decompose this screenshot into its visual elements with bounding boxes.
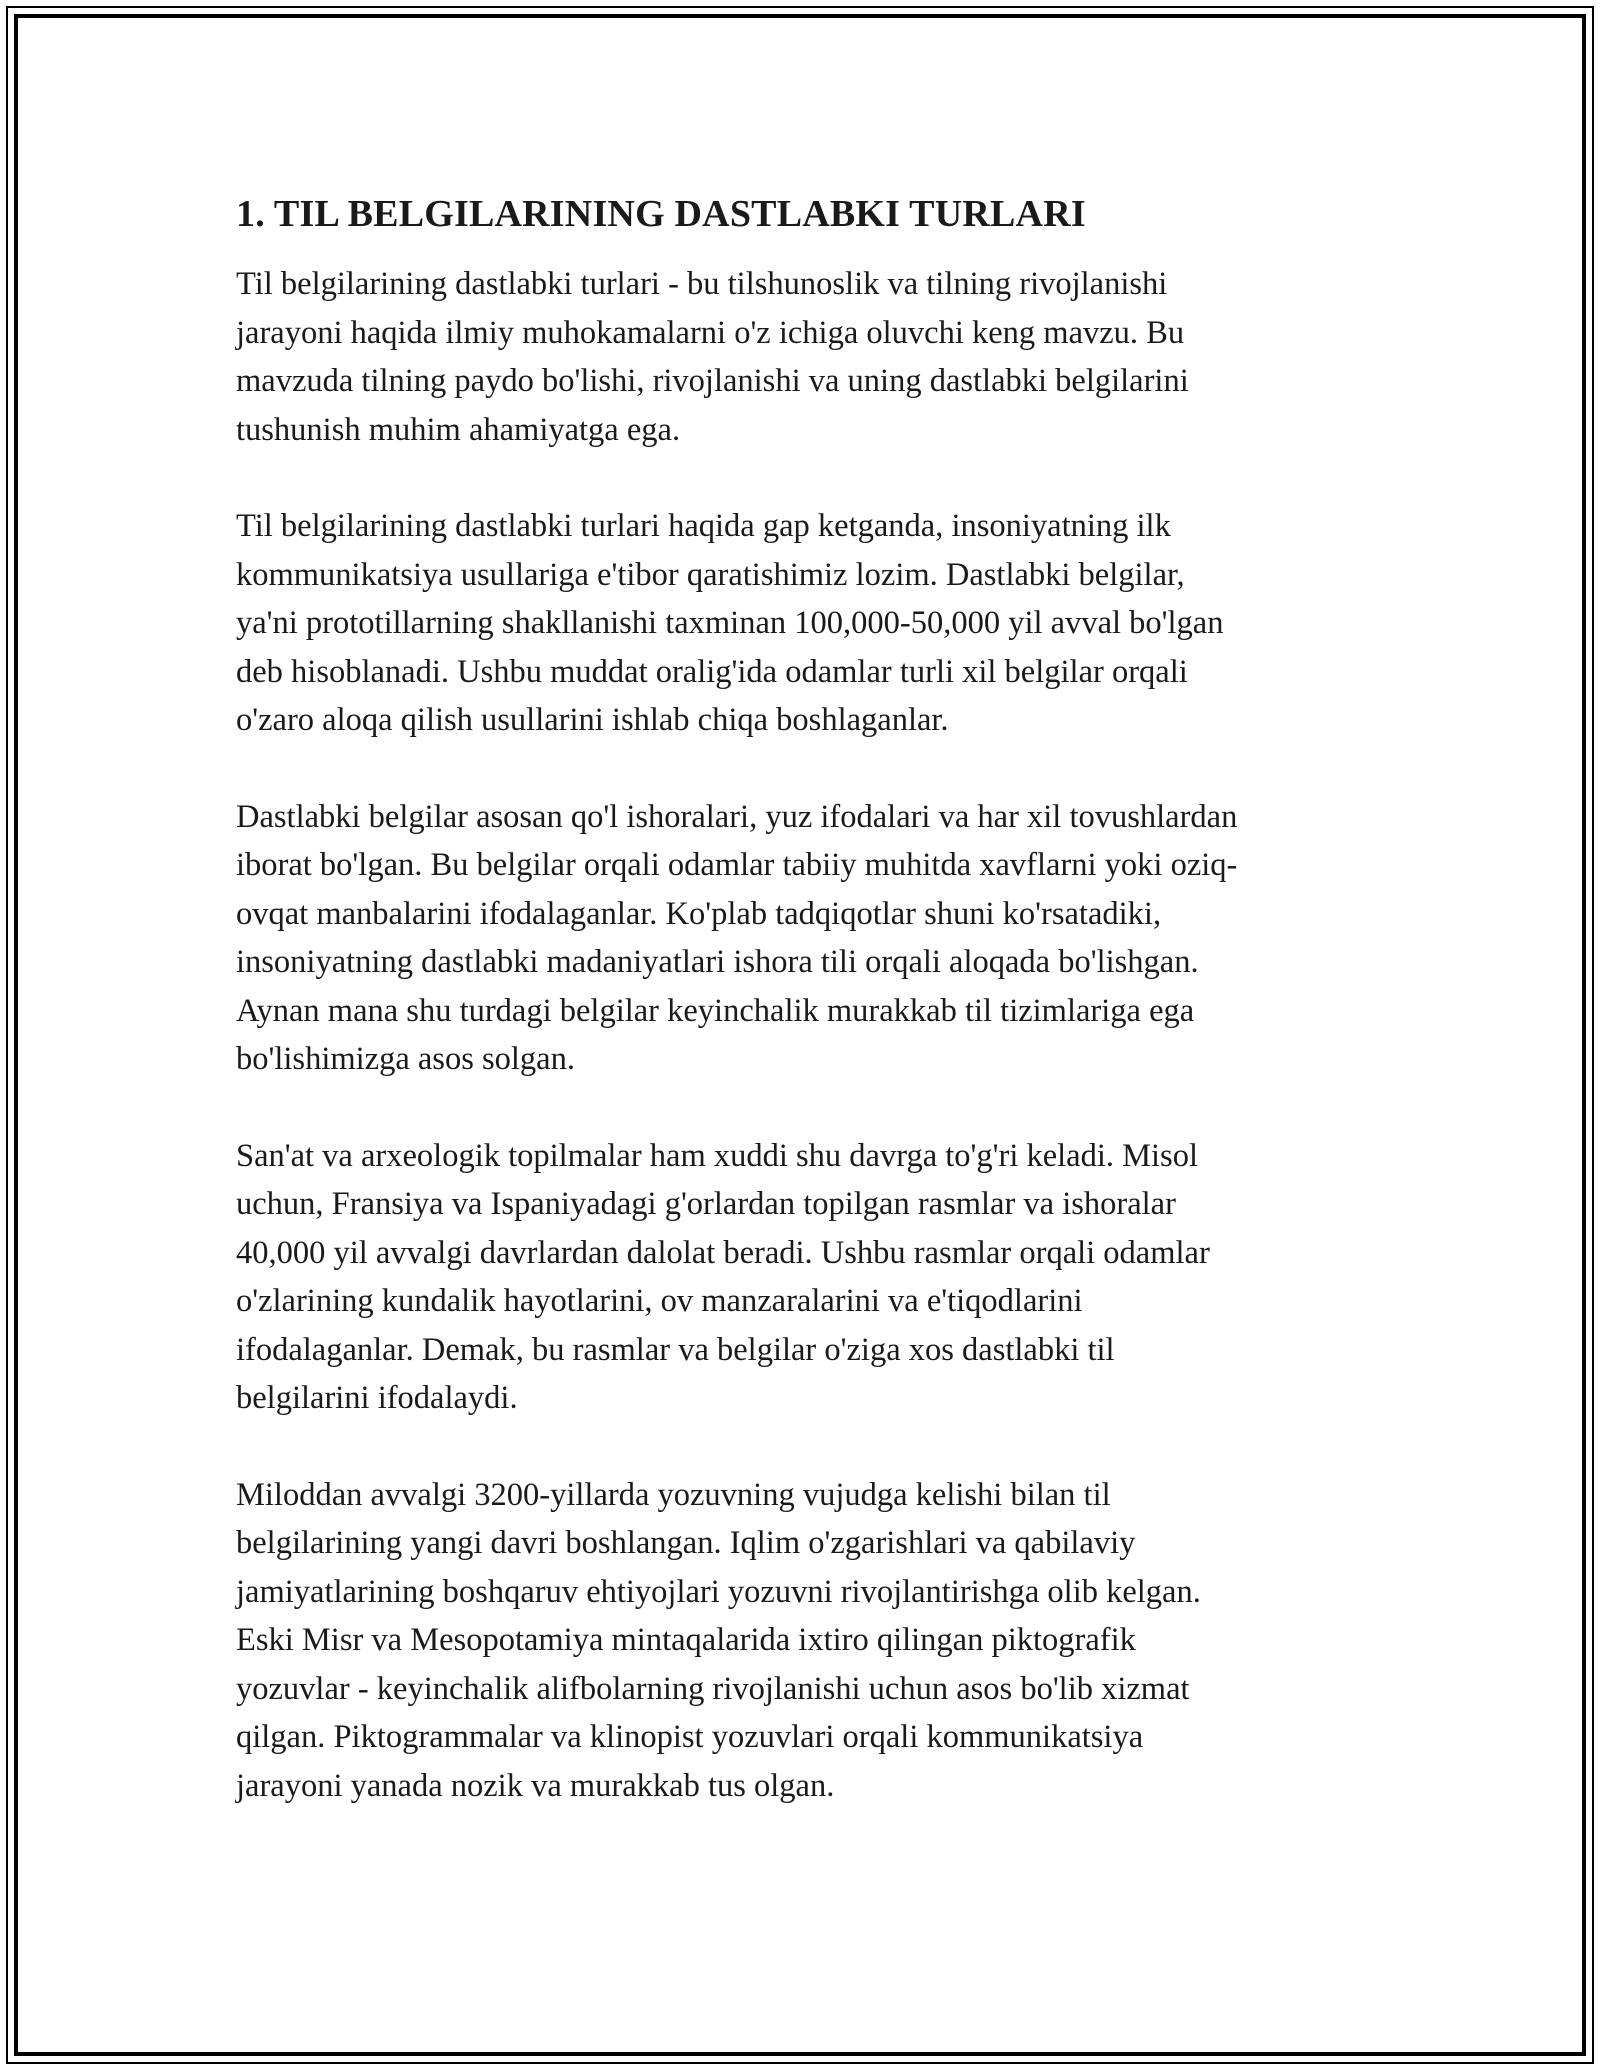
paragraph-5: Miloddan avvalgi 3200-yillarda yozuvning vujudga kelishi bilan til belgilarining yangi davri boshlangan. Iqlim o'zgarishlari va qabilaviy jamiyatlarining boshqaruv ehtiyojlari yozuvni rivojlantirishga olib kelgan. Eski Misr va Mesopotamiya mintaqalarida ixtiro qilingan piktografik yozuvlar - keyinchalik alifbolarning rivojlanishi uchun asos bo'lib xizmat qilgan. Piktogrammalar va klinopist yozuvlari orqali kommunikatsiya jarayoni yanada nozik va murakkab tus olgan. — [236, 1476, 1201, 1804]
paragraph-1: Til belgilarining dastlabki turlari - bu tilshunoslik va tilning rivojlanishi jarayoni haqida ilmiy muhokamalarni o'z ichiga oluvchi keng mavzu. Bu mavzuda tilning paydo bo'lishi, rivojlanishi va uning dastlabki belgilarini tushunish muhim ahamiyatga ega. — [236, 266, 1189, 448]
document-title: 1. TIL BELGILARINING DASTLABKI TURLARI — [236, 193, 1086, 235]
paragraph-2: Til belgilarining dastlabki turlari haqida gap ketganda, insoniyatning ilk kommunikatsiya usullariga e'tibor qaratishimiz lozim. Dastlabki belgilar, ya'ni prototillarning shakllanishi taxminan 100,000-50,000 yil avval bo'lgan deb hisoblanadi. Ushbu muddat oralig'ida odamlar turli xil belgilar orqali o'zaro aloqa qilish usullarini ishlab chiqa boshlaganlar. — [236, 508, 1224, 738]
document-body — [236, 190, 1376, 1810]
paragraph-3: Dastlabki belgilar asosan qo'l ishoralari, yuz ifodalari va har xil tovushlardan iborat bo'lgan. Bu belgilar orqali odamlar tabiiy muhitda xavflarni yoki oziq- ovqat manbalarini ifodalaganlar. Ko'plab tadqiqotlar shuni ko'rsatadiki, insoniyatning dastlabki madaniyatlari ishora tili orqali aloqada bo'lishgan. Aynan mana shu turdagi belgilar keyinchalik murakkab til tizimlariga ega bo'lishimizga asos solgan. — [236, 798, 1238, 1077]
paragraph-4: San'at va arxeologik topilmalar ham xuddi shu davrga to'g'ri keladi. Misol uchun, Fransiya va Ispaniyadagi g'orlardan topilgan rasmlar va ishoralar 40,000 yil avvalgi davrlardan dalolat beradi. Ushbu rasmlar orqali odamlar o'zlarining kundalik hayotlarini, ov manzaralarini va e'tiqodlarini ifodalaganlar. Demak, bu rasmlar va belgilar o'ziga xos dastlabki til belgilarini ifodalaydi. — [236, 1137, 1210, 1416]
